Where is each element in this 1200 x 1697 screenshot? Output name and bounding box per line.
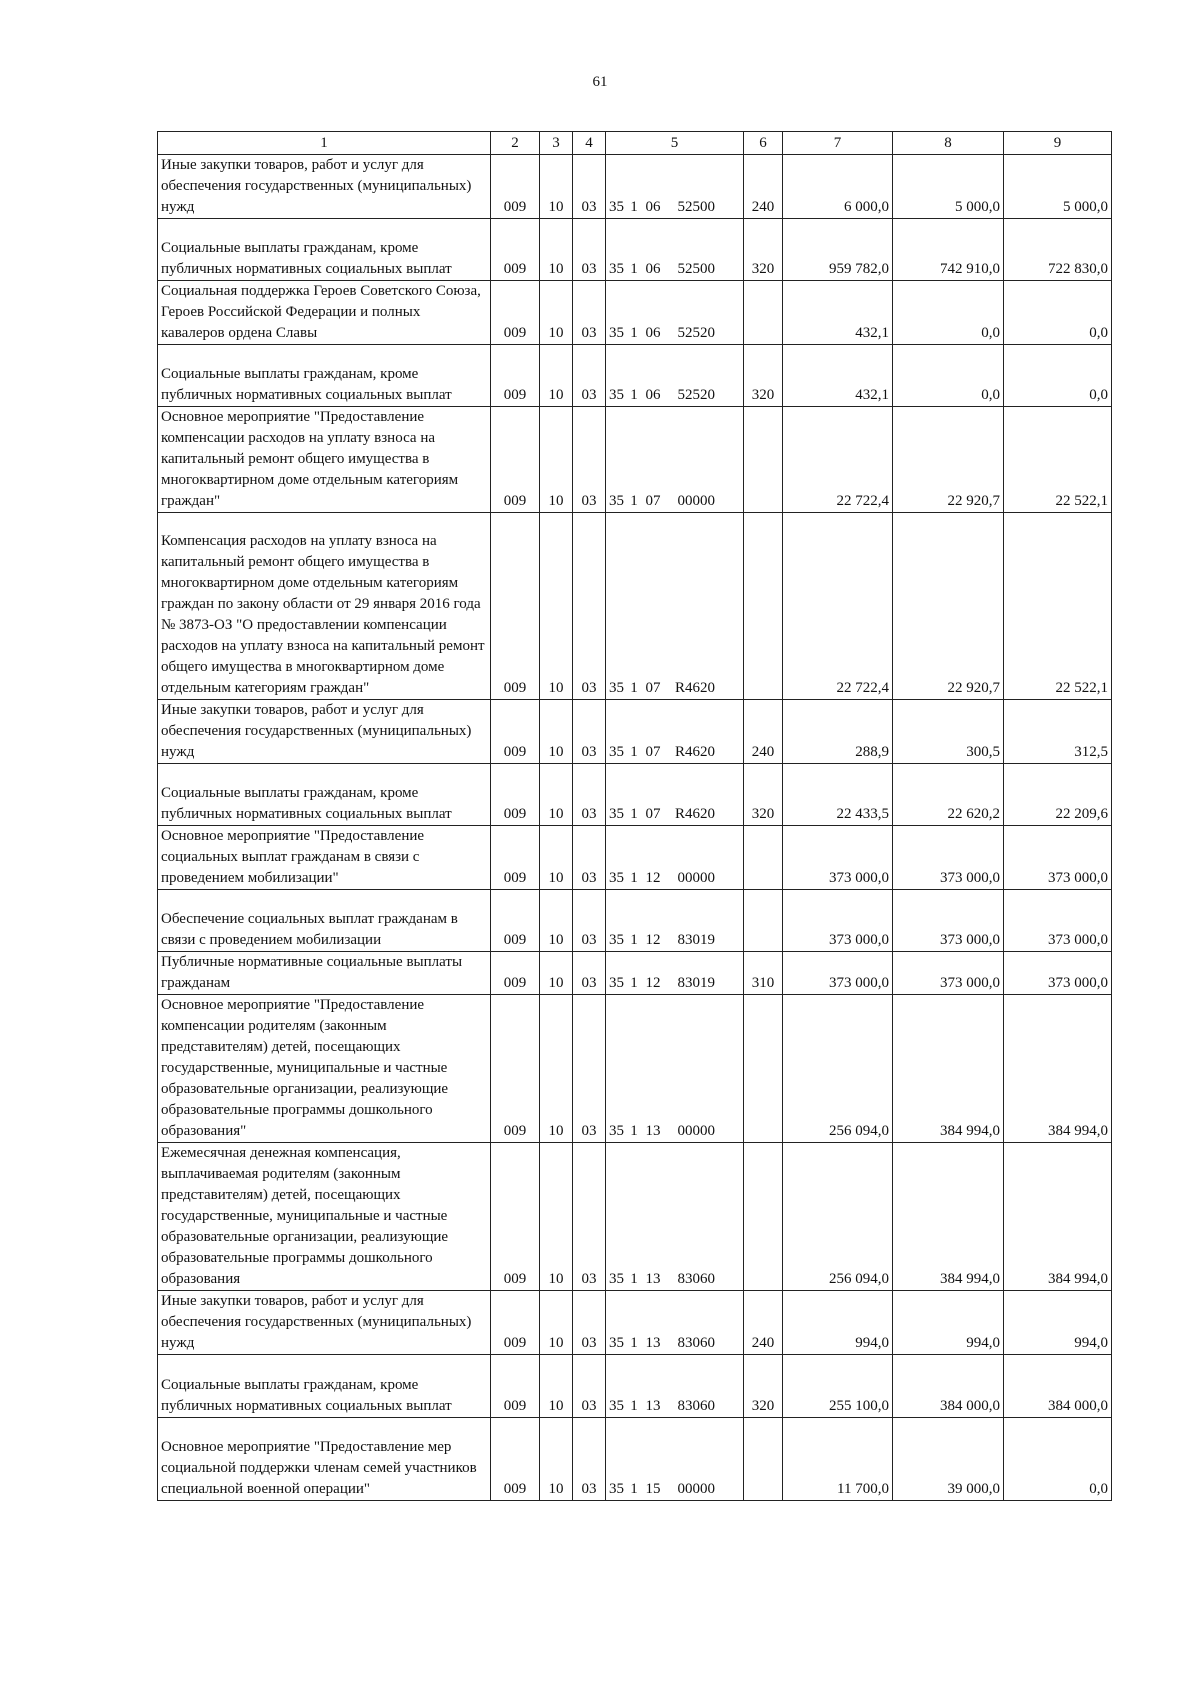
row-name: Социальные выплаты гражданам, кроме публичных нормативных социальных выплат	[158, 219, 491, 281]
row-name: Иные закупки товаров, работ и услуг для обеспечения государственных (муниципальных) нужд	[158, 700, 491, 764]
row-section-code: 10	[540, 1143, 573, 1291]
row-section-code: 10	[540, 345, 573, 407]
row-section-code: 10	[540, 995, 573, 1143]
row-amount-col8: 22 620,2	[893, 764, 1004, 826]
header-cell-col1: 1	[158, 132, 491, 155]
row-name: Ежемесячная денежная компенсация, выплачиваемая родителям (законным представителям) детей, посещающих государственные, муниципальные и частные образовательные организации, реализующие образовательные программы дошкольного образования	[158, 1143, 491, 1291]
target-article-part: 1	[630, 806, 638, 822]
row-amount-col9: 373 000,0	[1004, 890, 1112, 952]
row-expense-type	[744, 407, 783, 513]
row-target-article	[606, 407, 744, 513]
row-subsection-code: 03	[573, 1143, 606, 1291]
budget-table	[157, 131, 1112, 1501]
row-expense-type: 240	[744, 700, 783, 764]
row-name: Основное мероприятие "Предоставление мер социальной поддержки членам семей участников специальной военной операции"	[158, 1418, 491, 1501]
row-amount-col9: 0,0	[1004, 1418, 1112, 1501]
row-ministry-code: 009	[491, 1418, 540, 1501]
table-row	[158, 764, 1112, 826]
target-article-part: 83060	[677, 1335, 715, 1351]
row-amount-col8: 373 000,0	[893, 890, 1004, 952]
row-amount-col7: 22 722,4	[783, 513, 893, 700]
target-article-part: 1	[630, 1271, 638, 1287]
row-subsection-code: 03	[573, 1355, 606, 1418]
table-row	[158, 952, 1112, 995]
target-article-part: 35	[609, 744, 624, 760]
row-amount-col8: 373 000,0	[893, 826, 1004, 890]
header-cell-col3: 3	[540, 132, 573, 155]
row-amount-col7: 6 000,0	[783, 155, 893, 219]
target-article-part: 35	[609, 932, 624, 948]
target-article-part: 13	[645, 1335, 661, 1351]
row-expense-type: 310	[744, 952, 783, 995]
table-row	[158, 1291, 1112, 1355]
row-expense-type: 320	[744, 1355, 783, 1418]
row-amount-col8: 5 000,0	[893, 155, 1004, 219]
row-section-code: 10	[540, 155, 573, 219]
row-amount-col9: 373 000,0	[1004, 826, 1112, 890]
row-amount-col8: 300,5	[893, 700, 1004, 764]
target-article-part: 35	[609, 870, 624, 886]
row-subsection-code: 03	[573, 281, 606, 345]
row-name: Основное мероприятие "Предоставление социальных выплат гражданам в связи с проведением мобилизации"	[158, 826, 491, 890]
row-expense-type	[744, 995, 783, 1143]
row-amount-col9: 312,5	[1004, 700, 1112, 764]
row-amount-col7: 432,1	[783, 281, 893, 345]
target-article-part: 13	[645, 1123, 661, 1139]
row-amount-col8: 742 910,0	[893, 219, 1004, 281]
row-name: Иные закупки товаров, работ и услуг для обеспечения государственных (муниципальных) нужд	[158, 155, 491, 219]
target-article-part: 00000	[677, 1123, 715, 1139]
target-article-part: 12	[645, 870, 661, 886]
table-header-row	[158, 132, 1112, 155]
target-article-part: 35	[609, 1271, 624, 1287]
target-article-part: 13	[645, 1398, 661, 1414]
row-target-article	[606, 1143, 744, 1291]
target-article-part: 1	[630, 1481, 638, 1497]
row-expense-type: 320	[744, 764, 783, 826]
row-target-article	[606, 155, 744, 219]
row-name: Основное мероприятие "Предоставление компенсации расходов на уплату взноса на капитальный ремонт общего имущества в многоквартирном доме отдельным категориям граждан"	[158, 407, 491, 513]
row-name: Публичные нормативные социальные выплаты гражданам	[158, 952, 491, 995]
row-amount-col8: 22 920,7	[893, 513, 1004, 700]
row-section-code: 10	[540, 407, 573, 513]
target-article-part: 07	[645, 744, 661, 760]
target-article-part: 35	[609, 975, 624, 991]
target-article-part: 13	[645, 1271, 661, 1287]
target-article-part: 1	[630, 387, 638, 403]
row-amount-col9: 22 522,1	[1004, 407, 1112, 513]
target-article-part: 35	[609, 387, 624, 403]
row-amount-col8: 39 000,0	[893, 1418, 1004, 1501]
target-article-part: 06	[645, 325, 661, 341]
row-section-code: 10	[540, 1418, 573, 1501]
row-subsection-code: 03	[573, 764, 606, 826]
row-ministry-code: 009	[491, 700, 540, 764]
row-ministry-code: 009	[491, 1291, 540, 1355]
table-row	[158, 700, 1112, 764]
row-target-article	[606, 1418, 744, 1501]
target-article-part: 83060	[677, 1398, 715, 1414]
header-cell-col6: 6	[744, 132, 783, 155]
row-amount-col8: 22 920,7	[893, 407, 1004, 513]
row-subsection-code: 03	[573, 1418, 606, 1501]
target-article-part: 12	[645, 975, 661, 991]
target-article-part: 1	[630, 1398, 638, 1414]
target-article-part: R4620	[674, 806, 715, 822]
row-expense-type	[744, 890, 783, 952]
target-article-part: 1	[630, 744, 638, 760]
row-subsection-code: 03	[573, 513, 606, 700]
row-ministry-code: 009	[491, 407, 540, 513]
target-article-part: 1	[630, 325, 638, 341]
table-row	[158, 155, 1112, 219]
row-amount-col9: 722 830,0	[1004, 219, 1112, 281]
table-row	[158, 995, 1112, 1143]
row-name: Иные закупки товаров, работ и услуг для обеспечения государственных (муниципальных) нужд	[158, 1291, 491, 1355]
target-article-part: 35	[609, 806, 624, 822]
row-ministry-code: 009	[491, 995, 540, 1143]
row-ministry-code: 009	[491, 890, 540, 952]
row-expense-type	[744, 281, 783, 345]
row-ministry-code: 009	[491, 764, 540, 826]
target-article-part: 35	[609, 1398, 624, 1414]
row-target-article	[606, 1355, 744, 1418]
row-target-article	[606, 513, 744, 700]
row-subsection-code: 03	[573, 1291, 606, 1355]
row-section-code: 10	[540, 513, 573, 700]
header-cell-col7: 7	[783, 132, 893, 155]
row-amount-col7: 11 700,0	[783, 1418, 893, 1501]
target-article-part: 35	[609, 1123, 624, 1139]
target-article-part: 1	[630, 493, 638, 509]
row-section-code: 10	[540, 764, 573, 826]
row-amount-col8: 0,0	[893, 281, 1004, 345]
row-ministry-code: 009	[491, 155, 540, 219]
row-amount-col8: 994,0	[893, 1291, 1004, 1355]
row-amount-col7: 373 000,0	[783, 890, 893, 952]
row-ministry-code: 009	[491, 1355, 540, 1418]
row-amount-col9: 0,0	[1004, 345, 1112, 407]
row-section-code: 10	[540, 1291, 573, 1355]
row-name: Социальные выплаты гражданам, кроме публичных нормативных социальных выплат	[158, 1355, 491, 1418]
row-ministry-code: 009	[491, 345, 540, 407]
table-row	[158, 407, 1112, 513]
row-amount-col7: 22 433,5	[783, 764, 893, 826]
row-target-article	[606, 1291, 744, 1355]
target-article-part: 06	[645, 261, 661, 277]
row-target-article	[606, 764, 744, 826]
row-amount-col7: 256 094,0	[783, 995, 893, 1143]
row-amount-col7: 256 094,0	[783, 1143, 893, 1291]
row-amount-col9: 22 209,6	[1004, 764, 1112, 826]
target-article-part: 52520	[677, 387, 715, 403]
table-row	[158, 1418, 1112, 1501]
row-amount-col7: 373 000,0	[783, 952, 893, 995]
target-article-part: 52500	[677, 199, 715, 215]
row-ministry-code: 009	[491, 281, 540, 345]
target-article-part: 83019	[677, 975, 715, 991]
row-section-code: 10	[540, 890, 573, 952]
target-article-part: 1	[630, 261, 638, 277]
row-target-article	[606, 952, 744, 995]
row-expense-type	[744, 513, 783, 700]
row-amount-col7: 432,1	[783, 345, 893, 407]
target-article-part: R4620	[674, 680, 715, 696]
row-target-article	[606, 700, 744, 764]
row-name: Основное мероприятие "Предоставление компенсации родителям (законным представителям) детей, посещающих государственные, муниципальные и частные образовательные организации, реализующие образовательные программы дошкольного образования"	[158, 995, 491, 1143]
target-article-part: 52500	[677, 261, 715, 277]
row-name: Компенсация расходов на уплату взноса на капитальный ремонт общего имущества в многоквартирном доме отдельным категориям граждан по закону области от 29 января 2016 года № 3873-ОЗ "О предоставлении компенсации расходов на уплату взноса на капитальный ремонт общего имущества в многоквартирном доме отдельным категориям граждан"	[158, 513, 491, 700]
target-article-part: 35	[609, 261, 624, 277]
row-section-code: 10	[540, 700, 573, 764]
row-amount-col7: 959 782,0	[783, 219, 893, 281]
table-row	[158, 513, 1112, 700]
target-article-part: R4620	[674, 744, 715, 760]
header-cell-col8: 8	[893, 132, 1004, 155]
row-section-code: 10	[540, 281, 573, 345]
row-amount-col7: 22 722,4	[783, 407, 893, 513]
header-cell-col5: 5	[606, 132, 744, 155]
row-amount-col8: 373 000,0	[893, 952, 1004, 995]
row-expense-type: 240	[744, 1291, 783, 1355]
target-article-part: 1	[630, 975, 638, 991]
target-article-part: 12	[645, 932, 661, 948]
row-ministry-code: 009	[491, 826, 540, 890]
target-article-part: 07	[645, 493, 661, 509]
row-name: Обеспечение социальных выплат гражданам в связи с проведением мобилизации	[158, 890, 491, 952]
row-target-article	[606, 345, 744, 407]
row-subsection-code: 03	[573, 407, 606, 513]
row-amount-col9: 994,0	[1004, 1291, 1112, 1355]
row-amount-col7: 994,0	[783, 1291, 893, 1355]
target-article-part: 35	[609, 325, 624, 341]
target-article-part: 1	[630, 932, 638, 948]
table-row	[158, 281, 1112, 345]
row-name: Социальные выплаты гражданам, кроме публичных нормативных социальных выплат	[158, 764, 491, 826]
row-ministry-code: 009	[491, 219, 540, 281]
row-subsection-code: 03	[573, 995, 606, 1143]
row-section-code: 10	[540, 952, 573, 995]
target-article-part: 1	[630, 680, 638, 696]
header-cell-col9: 9	[1004, 132, 1112, 155]
row-name: Социальные выплаты гражданам, кроме публичных нормативных социальных выплат	[158, 345, 491, 407]
row-ministry-code: 009	[491, 513, 540, 700]
row-amount-col9: 384 994,0	[1004, 995, 1112, 1143]
row-target-article	[606, 995, 744, 1143]
row-amount-col7: 373 000,0	[783, 826, 893, 890]
row-amount-col7: 288,9	[783, 700, 893, 764]
header-cell-col4: 4	[573, 132, 606, 155]
row-amount-col9: 384 000,0	[1004, 1355, 1112, 1418]
row-amount-col8: 384 994,0	[893, 1143, 1004, 1291]
row-amount-col9: 22 522,1	[1004, 513, 1112, 700]
row-target-article	[606, 281, 744, 345]
table-row	[158, 1355, 1112, 1418]
row-subsection-code: 03	[573, 700, 606, 764]
target-article-part: 52520	[677, 325, 715, 341]
row-expense-type: 320	[744, 345, 783, 407]
target-article-part: 06	[645, 199, 661, 215]
table-row	[158, 1143, 1112, 1291]
row-amount-col7: 255 100,0	[783, 1355, 893, 1418]
target-article-part: 06	[645, 387, 661, 403]
target-article-part: 83060	[677, 1271, 715, 1287]
target-article-part: 35	[609, 680, 624, 696]
target-article-part: 1	[630, 1123, 638, 1139]
table-row	[158, 890, 1112, 952]
target-article-part: 1	[630, 870, 638, 886]
row-ministry-code: 009	[491, 1143, 540, 1291]
row-section-code: 10	[540, 219, 573, 281]
row-subsection-code: 03	[573, 219, 606, 281]
target-article-part: 35	[609, 199, 624, 215]
target-article-part: 1	[630, 199, 638, 215]
table-row	[158, 219, 1112, 281]
target-article-part: 07	[645, 680, 661, 696]
row-subsection-code: 03	[573, 155, 606, 219]
row-amount-col9: 373 000,0	[1004, 952, 1112, 995]
target-article-part: 07	[645, 806, 661, 822]
row-ministry-code: 009	[491, 952, 540, 995]
row-expense-type	[744, 1143, 783, 1291]
row-expense-type: 320	[744, 219, 783, 281]
target-article-part: 1	[630, 1335, 638, 1351]
row-subsection-code: 03	[573, 345, 606, 407]
table-row	[158, 345, 1112, 407]
target-article-part: 35	[609, 1335, 624, 1351]
row-amount-col8: 384 000,0	[893, 1355, 1004, 1418]
target-article-part: 00000	[677, 1481, 715, 1497]
row-subsection-code: 03	[573, 890, 606, 952]
table-row	[158, 826, 1112, 890]
target-article-part: 35	[609, 1481, 624, 1497]
row-subsection-code: 03	[573, 952, 606, 995]
target-article-part: 83019	[677, 932, 715, 948]
header-cell-col2: 2	[491, 132, 540, 155]
row-amount-col9: 5 000,0	[1004, 155, 1112, 219]
target-article-part: 00000	[677, 870, 715, 886]
target-article-part: 15	[645, 1481, 661, 1497]
row-amount-col8: 0,0	[893, 345, 1004, 407]
row-amount-col9: 0,0	[1004, 281, 1112, 345]
row-expense-type: 240	[744, 155, 783, 219]
row-amount-col9: 384 994,0	[1004, 1143, 1112, 1291]
row-target-article	[606, 890, 744, 952]
row-expense-type	[744, 826, 783, 890]
target-article-part: 35	[609, 493, 624, 509]
target-article-part: 00000	[677, 493, 715, 509]
row-expense-type	[744, 1418, 783, 1501]
row-subsection-code: 03	[573, 826, 606, 890]
row-name: Социальная поддержка Героев Советского Союза, Героев Российской Федерации и полных кавалеров ордена Славы	[158, 281, 491, 345]
row-target-article	[606, 826, 744, 890]
row-amount-col8: 384 994,0	[893, 995, 1004, 1143]
row-section-code: 10	[540, 826, 573, 890]
row-section-code: 10	[540, 1355, 573, 1418]
page-number: 61	[592, 74, 608, 90]
row-target-article	[606, 219, 744, 281]
